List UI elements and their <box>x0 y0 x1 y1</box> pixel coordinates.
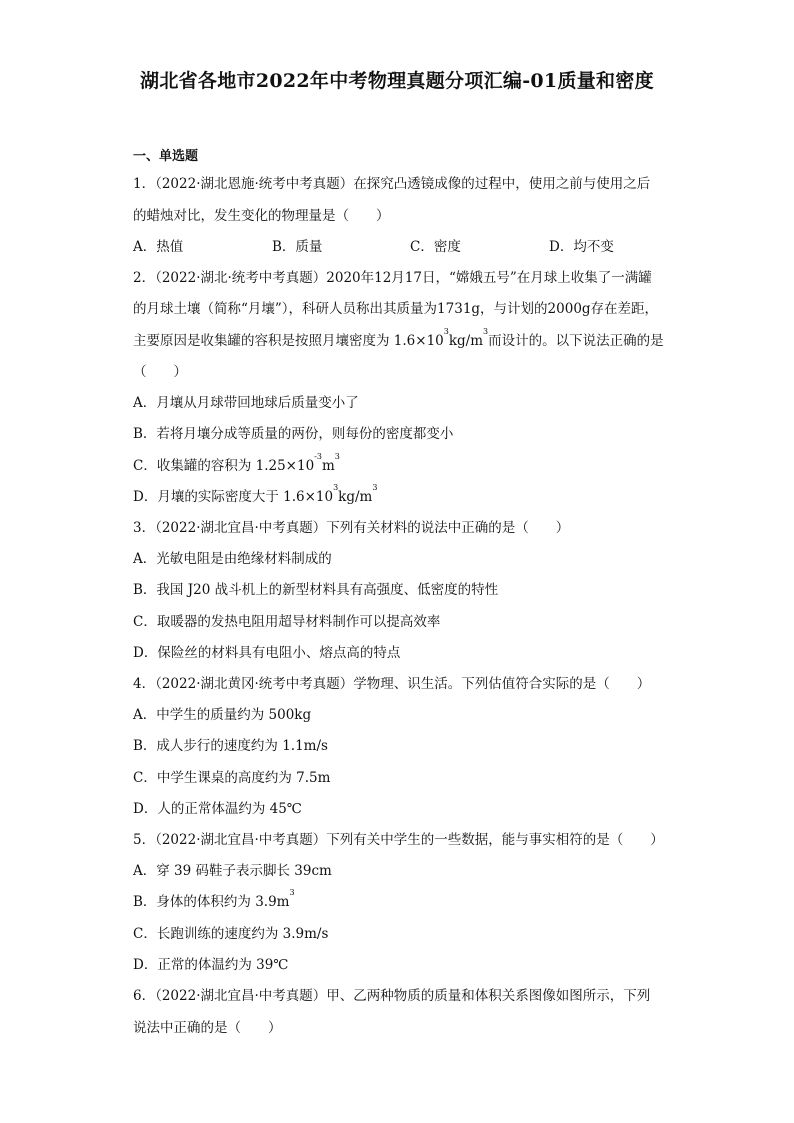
q2-line3-text-b: kg/m <box>448 333 484 349</box>
q1-stem-line1: 1．（2022·湖北恩施·统考中考真题）在探究凸透镜成像的过程中，使用之前与使用之后 <box>133 176 651 192</box>
q2-option-c <box>133 454 340 474</box>
q2-stem-line3 <box>133 329 664 349</box>
q3-option-c: C．取暖器的发热电阻用超导材料制作可以提高效率 <box>133 614 441 630</box>
q5-stem: 5．（2022·湖北宜昌·中考真题）下列有关中学生的一些数据，能与事实相符的是（ ） <box>133 832 664 848</box>
q5-option-a: A．穿 39 码鞋子表示脚长 39cm <box>133 863 332 879</box>
q1-option-c: C．密度 <box>410 239 461 255</box>
q5-option-d: D．正常的体温约为 39℃ <box>133 957 289 973</box>
q1-option-d: D．均不变 <box>549 239 614 255</box>
q1-stem-line2: 的蜡烛对比，发生变化的物理量是（ ） <box>133 208 390 224</box>
section-heading: 一、单选题 <box>133 149 199 164</box>
q2-option-c-text: C．收集罐的容积为 1.25×10 <box>133 458 315 474</box>
q1-option-a: A．热值 <box>133 239 184 255</box>
document-title: 湖北省各地市2022年中考物理真题分项汇编-01质量和密度 <box>140 70 654 92</box>
q4-stem: 4．（2022·湖北黄冈·统考中考真题）学物理、识生活。下列估值符合实际的是（ ） <box>133 676 651 692</box>
q4-option-a: A．中学生的质量约为 500kg <box>133 707 312 723</box>
q2-stem-line4: （ ） <box>133 364 187 380</box>
q4-option-d: D．人的正常体温约为 45℃ <box>133 801 302 817</box>
q2-option-c-unit: m <box>321 458 335 474</box>
q4-option-c: C．中学生课桌的高度约为 7.5m <box>133 770 331 786</box>
q5-option-b-text: B．身体的体积约为 3.9m <box>133 894 290 910</box>
q2-option-d <box>133 485 377 505</box>
q2-option-d-text: D．月壤的实际密度大于 1.6×10 <box>133 489 334 505</box>
q2-option-b: B．若将月壤分成等质量的两份，则每份的密度都变小 <box>133 426 454 442</box>
q4-option-b: B．成人步行的速度约为 1.1m/s <box>133 738 328 754</box>
q5-option-b <box>133 890 295 910</box>
q3-stem: 3．（2022·湖北宜昌·中考真题）下列有关材料的说法中正确的是（ ） <box>133 520 570 536</box>
q3-option-a: A．光敏电阻是由绝缘材料制成的 <box>133 551 332 567</box>
q2-line3-sup2: 3 <box>483 327 489 336</box>
q6-stem-line1: 6．（2022·湖北宜昌·中考真题）甲、乙两种物质的质量和体积关系图像如图所示，下列 <box>133 988 651 1004</box>
q2-option-a: A．月壤从月球带回地球后质量变小了 <box>133 395 359 411</box>
q2-stem-line1: 2．（2022·湖北·统考中考真题）2020年12月17日，“嫦娥五号”在月球上收集了一满罐 <box>133 270 652 286</box>
q5-option-b-sup: 3 <box>289 888 295 897</box>
q3-option-b: B．我国 J20 战斗机上的新型材料具有高强度、低密度的特性 <box>133 582 499 598</box>
q3-option-d: D．保险丝的材料具有电阻小、熔点高的特点 <box>133 645 401 661</box>
q2-option-d-sup: 3 <box>333 483 339 492</box>
q2-option-c-sup2: 3 <box>334 452 340 461</box>
q2-option-d-unit: kg/m <box>338 489 373 505</box>
q2-line3-text-c: 而设计的。以下说法正确的是 <box>488 333 664 349</box>
q1-option-b: B．质量 <box>272 239 323 255</box>
q5-option-c: C．长跑训练的速度约为 3.9m/s <box>133 926 329 942</box>
q6-stem-line2: 说法中正确的是（ ） <box>133 1020 282 1036</box>
q2-stem-line2: 的月球土壤（简称“月壤”），科研人员称出其质量为1731g，与计划的2000g存在差距， <box>133 301 659 317</box>
q2-line3-text-a: 主要原因是收集罐的容积是按照月壤密度为 1.6×10 <box>133 333 444 349</box>
q2-option-c-sup: -3 <box>314 452 322 461</box>
q2-line3-sup: 3 <box>443 327 449 336</box>
q2-option-d-sup2: 3 <box>372 483 378 492</box>
